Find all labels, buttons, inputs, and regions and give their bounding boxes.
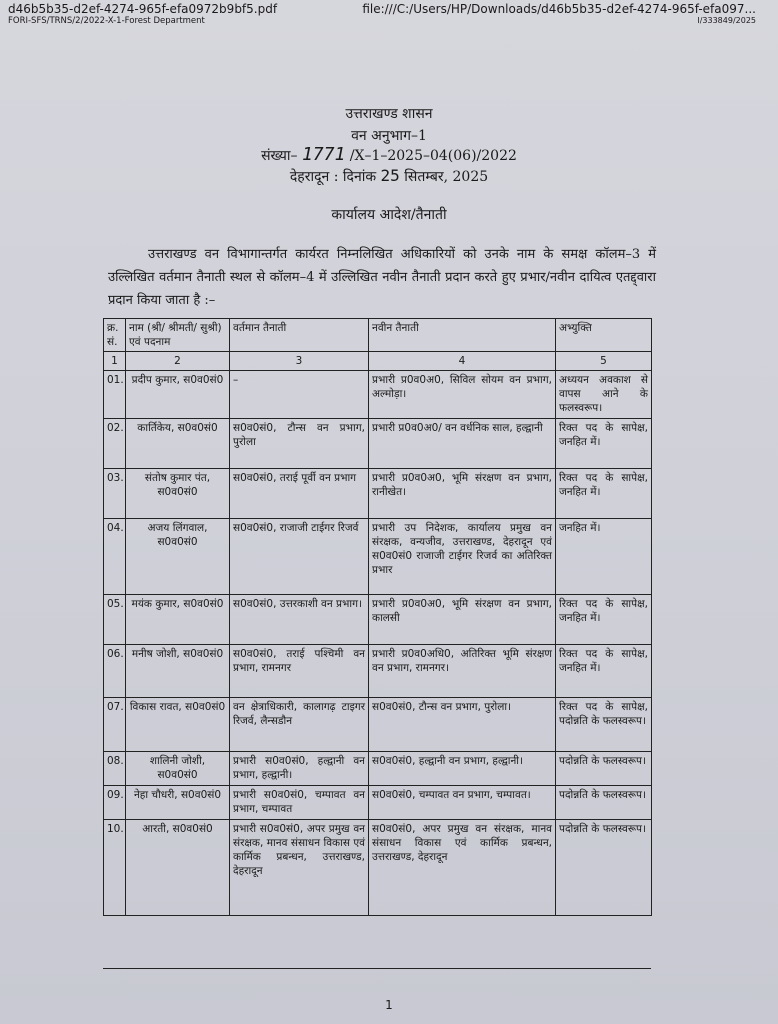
cell-sn: 08. [104,752,126,786]
cell-name: नेहा चौधरी, स0व0सं0 [126,786,230,820]
cell-remark: रिक्त पद के सापेक्ष, जनहित में। [556,595,652,645]
cell-name: मयंक कुमार, स0व0सं0 [126,595,230,645]
cell-new: प्रभारी प्र0व0अ0, भूमि संरक्षण वन प्रभाग, रानीखेत। [369,469,556,519]
table-header-row [104,319,652,352]
cell-sn: 05. [104,595,126,645]
column-number-row [104,352,652,371]
order-title: कार्यालय आदेश/तैनाती [331,207,447,223]
table-row [104,645,652,698]
cell-current: स0व0सं0, टौन्स वन प्रभाग, पुरोला [230,419,369,469]
cell-new: प्रभारी उप निदेशक, कार्यालय प्रमुख वन संरक्षक, वन्यजीव, उत्तराखण्ड, देहरादून एवं स0व0सं0 राजाजी टाईगर रिजर्व का अतिरिक्त प्रभार [369,519,556,595]
col-number: 2 [126,352,230,371]
ref-number: I/333849/2025 [697,16,756,25]
table-row [104,786,652,820]
cell-new: प्रभारी प्र0व0अधि0, अतिरिक्त भूमि संरक्षण वन प्रभाग, रामनगर। [369,645,556,698]
cell-sn: 10. [104,820,126,916]
header-remark: अभ्युक्ति [556,319,652,352]
table-row [104,752,652,786]
cell-sn: 03. [104,469,126,519]
cell-remark: जनहित में। [556,519,652,595]
print-header-left [8,3,277,27]
page-bottom-rule [103,968,651,969]
pdf-filename: d46b5b35-d2ef-4274-965f-efa0972b9bf5.pdf [8,2,278,16]
cell-remark: रिक्त पद के सापेक्ष, जनहित में। [556,419,652,469]
cell-remark: पदोन्नति के फलस्वरूप। [556,786,652,820]
cell-name: प्रदीप कुमार, स0व0सं0 [126,371,230,419]
table-row [104,595,652,645]
government-heading: उत्तराखण्ड शासन [345,106,433,122]
cell-name: मनीष जोशी, स0व0सं0 [126,645,230,698]
date-handwritten: 25 [380,166,400,185]
table-row [104,698,652,752]
table-row [104,469,652,519]
header-current: वर्तमान तैनाती [230,319,369,352]
table-row [104,371,652,419]
header-new: नवीन तैनाती [369,319,556,352]
cell-remark: रिक्त पद के सापेक्ष, जनहित में। [556,469,652,519]
date-prefix: देहरादून : दिनांक [289,169,377,185]
col-number: 3 [230,352,369,371]
cell-current: वन क्षेत्राधिकारी, कालागढ़ टाइगर रिजर्व, लैन्सडौन [230,698,369,752]
cell-current: प्रभारी स0व0सं0, चम्पावत वन प्रभाग, चम्पावत [230,786,369,820]
table-row [104,419,652,469]
cell-name: अजय लिंगवाल, स0व0सं0 [126,519,230,595]
cell-name: संतोष कुमार पंत, स0व0सं0 [126,469,230,519]
cell-current: स0व0सं0, राजाजी टाईगर रिजर्व [230,519,369,595]
cell-current: प्रभारी स0व0सं0, हल्द्वानी वन प्रभाग, हल्द्वानी। [230,752,369,786]
cell-remark: पदोन्नति के फलस्वरूप। [556,820,652,916]
cell-remark: रिक्त पद के सापेक्ष, पदोन्नति के फलस्वरूप। [556,698,652,752]
cell-name: कार्तिकेय, स0व0सं0 [126,419,230,469]
posting-table [103,318,652,916]
page-number: 1 [385,998,393,1012]
table-row [104,519,652,595]
file-url: file:///C:/Users/HP/Downloads/d46b5b35-d2ef-4274-965f-efa097... [362,2,756,16]
cell-sn: 04. [104,519,126,595]
header-sn: क्र. सं. [104,319,126,352]
cell-new: प्रभारी प्र0व0अ0, सिविल सोयम वन प्रभाग, अल्मोड़ा। [369,371,556,419]
cell-current: स0व0सं0, तराई पूर्वी वन प्रभाग [230,469,369,519]
cell-new: स0व0सं0, अपर प्रमुख वन संरक्षक, मानव संसाधन विकास एवं कार्मिक प्रबन्धन, उत्तराखण्ड, देहरादून [369,820,556,916]
col-number: 1 [104,352,126,371]
doc-code: FORI-SFS/TRNS/2/2022-X-1-Forest Department [8,16,205,26]
cell-sn: 01. [104,371,126,419]
cell-current: स0व0सं0, उत्तरकाशी वन प्रभाग। [230,595,369,645]
letter-date [0,166,778,186]
header-name: नाम (श्री/ श्रीमती/ सुश्री) एवं पदनाम [126,319,230,352]
col-number: 5 [556,352,652,371]
intro-paragraph: उत्तराखण्ड वन विभागान्तर्गत कार्यरत निम्नलिखित अधिकारियों को उनके नाम के समक्ष कॉलम–3 में उल्लिखित वर्तमान तैनाती स्थल से कॉलम–4 में उल्लिखित नवीन तैनाती प्रदान करते हुए प्रभार/नवीन दायित्व एतद्द्वारा प्रदान किया जाता है :– [108,247,656,308]
cell-new: प्रभारी प्र0व0अ0/ वन वर्धनिक साल, हल्द्वानी [369,419,556,469]
cell-sn: 06. [104,645,126,698]
cell-current: – [230,371,369,419]
cell-remark: अध्ययन अवकाश से वापस आने के फलस्वरूप। [556,371,652,419]
cell-sn: 07. [104,698,126,752]
cell-remark: रिक्त पद के सापेक्ष, जनहित में। [556,645,652,698]
table-row [104,820,652,916]
date-suffix: सितम्बर, 2025 [404,169,489,185]
cell-current: प्रभारी स0व0सं0, अपर प्रमुख वन संरक्षक, मानव संसाधन विकास एवं कार्मिक प्रबन्धन, उत्तराखण्ड, देहरादून [230,820,369,916]
number-suffix: /X–1–2025–04(06)/2022 [349,148,517,164]
print-header-right [362,3,756,27]
col-number: 4 [369,352,556,371]
letter-number [0,144,778,165]
cell-name: विकास रावत, स0व0सं0 [126,698,230,752]
cell-new: स0व0सं0, टौन्स वन प्रभाग, पुरोला। [369,698,556,752]
cell-sn: 02. [104,419,126,469]
cell-sn: 09. [104,786,126,820]
cell-name: आरती, स0व0सं0 [126,820,230,916]
cell-current: स0व0सं0, तराई पश्चिमी वन प्रभाग, रामनगर [230,645,369,698]
number-handwritten: 1771 [301,144,346,165]
cell-new: प्रभारी प्र0व0अ0, भूमि संरक्षण वन प्रभाग, कालसी [369,595,556,645]
cell-remark: पदोन्नति के फलस्वरूप। [556,752,652,786]
cell-new: स0व0सं0, हल्द्वानी वन प्रभाग, हल्द्वानी। [369,752,556,786]
section-heading: वन अनुभाग–1 [351,128,427,144]
cell-new: स0व0सं0, चम्पावत वन प्रभाग, चम्पावत। [369,786,556,820]
cell-name: शालिनी जोशी, स0व0सं0 [126,752,230,786]
number-prefix: संख्या– [261,148,298,164]
